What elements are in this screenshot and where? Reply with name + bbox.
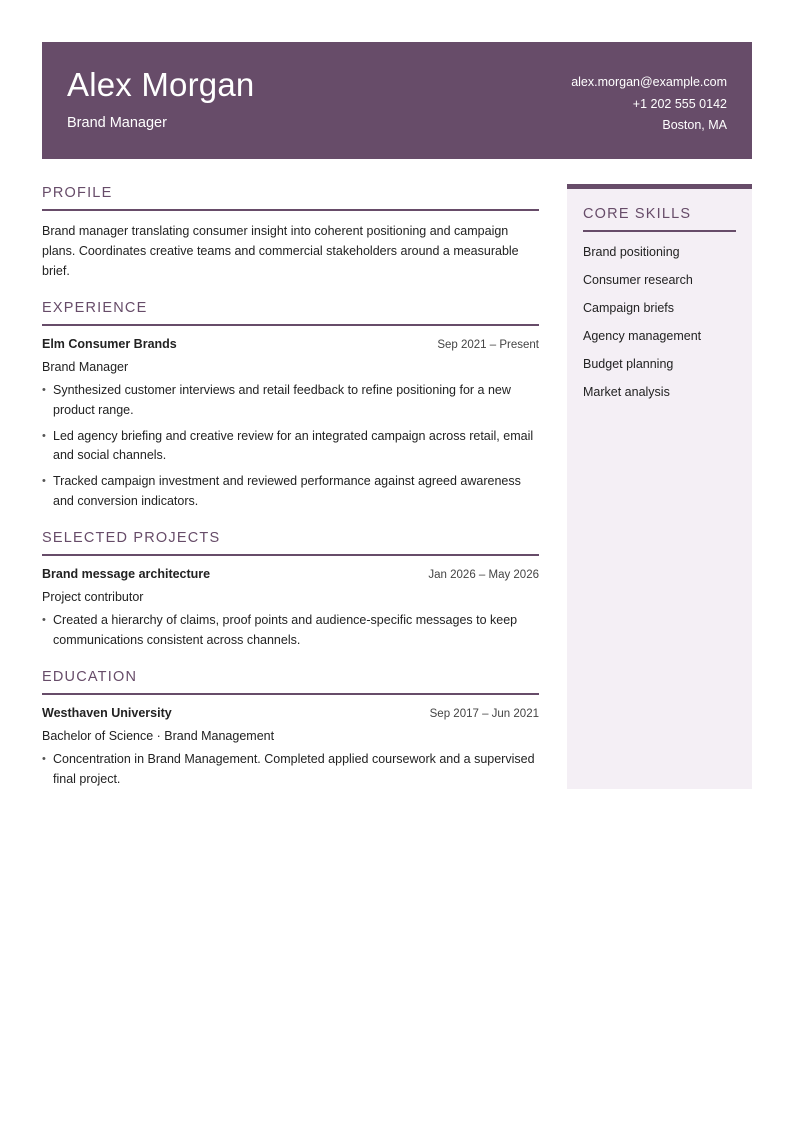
projects-section [42, 529, 539, 650]
bullet-item: • Tracked campaign investment and reviewed performance against agreed awareness and conversion indicators. [42, 472, 539, 511]
bullet-item: • Led agency briefing and creative review for an integrated campaign across retail, email and social channels. [42, 427, 539, 466]
section-title: CORE SKILLS [583, 205, 736, 232]
main-column [42, 184, 539, 807]
entry-organization: Elm Consumer Brands [42, 337, 177, 351]
skill-item: Brand positioning [583, 245, 680, 259]
bullet-list [42, 381, 539, 511]
experience-section [42, 299, 539, 511]
skill-item: Agency management [583, 329, 702, 343]
entry-school: Westhaven University [42, 706, 172, 720]
profile-section [42, 184, 539, 281]
skill-item: Market analysis [583, 385, 670, 399]
candidate-name: Alex Morgan [67, 66, 255, 103]
experience-entry [42, 337, 539, 511]
contact-location: Boston, MA [662, 118, 727, 132]
bullet-item: • Synthesized customer interviews and retail feedback to refine positioning for a new product range. [42, 381, 539, 420]
entry-role: Project contributor [42, 590, 144, 604]
contact-block [571, 72, 727, 137]
bullet-item: • Created a hierarchy of claims, proof points and audience-specific messages to keep communications consistent across channels. [42, 611, 539, 650]
section-title: PROFILE [42, 184, 539, 211]
entry-project-name: Brand message architecture [42, 567, 211, 581]
section-title: EXPERIENCE [42, 299, 539, 326]
entry-degree: Bachelor of Science · Brand Management [42, 729, 275, 743]
contact-phone: +1 202 555 0142 [632, 96, 727, 111]
candidate-role: Brand Manager [67, 115, 167, 131]
contact-email: alex.morgan@example.com [571, 75, 727, 89]
section-title: EDUCATION [42, 668, 539, 695]
entry-dates: Sep 2021 – Present [437, 339, 539, 351]
entry-dates: Sep 2017 – Jun 2021 [429, 708, 539, 720]
education-section [42, 668, 539, 789]
profile-text: Brand manager translating consumer insight into coherent positioning and campaign plans. Coordinates creative teams and commercial stakeholders around a measurable brief. [42, 224, 519, 278]
resume-header [42, 42, 752, 159]
education-entry [42, 706, 539, 789]
bullet-list [42, 611, 539, 650]
skills-sidebar [567, 184, 752, 789]
section-title: SELECTED PROJECTS [42, 529, 539, 556]
bullet-item: • Concentration in Brand Management. Completed applied coursework and a supervised final project. [42, 750, 539, 789]
skill-item: Consumer research [583, 273, 693, 287]
skill-item: Budget planning [583, 357, 674, 371]
bullet-list [42, 750, 539, 789]
project-entry [42, 567, 539, 650]
entry-dates: Jan 2026 – May 2026 [428, 569, 539, 581]
entry-role: Brand Manager [42, 360, 129, 374]
skill-item: Campaign briefs [583, 301, 675, 315]
